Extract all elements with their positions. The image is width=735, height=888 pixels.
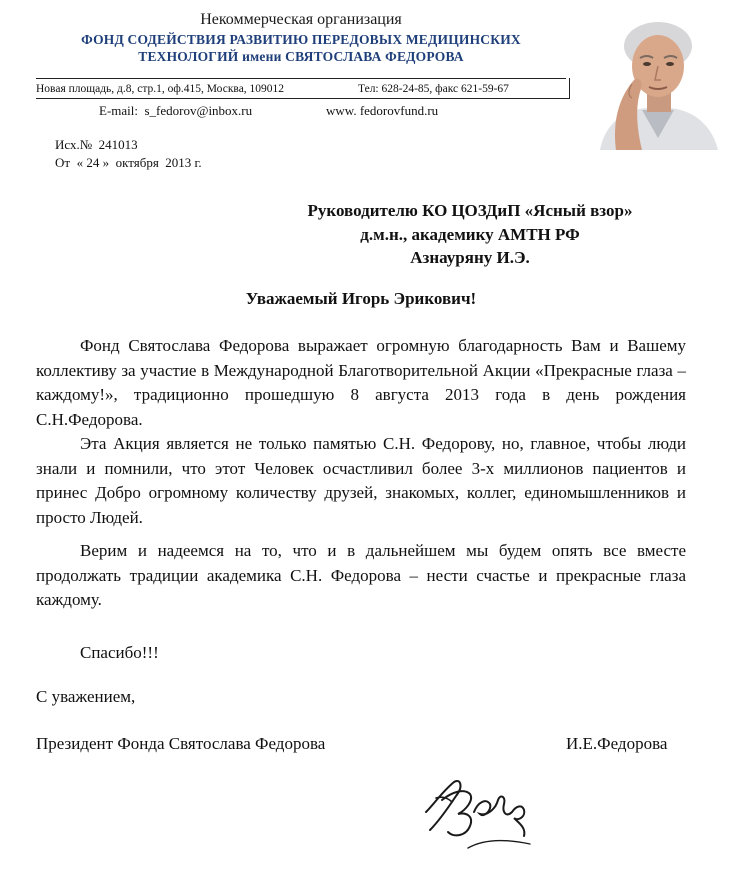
portrait-photo bbox=[592, 10, 724, 150]
body-paragraph-1: Фонд Святослава Федорова выражает огромную благодарность Вам и Вашему коллективу за участие в Международной Благотворительной Акции «Прекрасные глаза – каждому!», традиционно прошедшую 8 августа 2013 года в день рождения С.Н.Федорова. bbox=[36, 336, 686, 429]
addressee-line1: Руководителю КО ЦОЗДиП «Ясный взор» bbox=[307, 201, 633, 220]
handwritten-signature bbox=[412, 752, 542, 862]
fund-address: Новая площадь, д.8, стр.1, оф.415, Москва, 109012 bbox=[36, 83, 285, 95]
org-type: Некоммерческая организация bbox=[200, 11, 402, 28]
outgoing-number: Исх.№ 241013 bbox=[55, 137, 138, 152]
body-paragraph-2: Эта Акция является не только памятью С.Н. Федорову, но, главное, чтобы люди знали и помнили, что этот Человек осчастливил более 3-х миллионов пациентов и принес Добро огромному количеству друзей, знакомых, коллег, единомышленников и просто Людей. bbox=[36, 434, 686, 527]
letter-date: От « 24 » октября 2013 г. bbox=[55, 155, 202, 170]
signer-name: И.Е.Федорова bbox=[566, 734, 668, 753]
greeting: Уважаемый Игорь Эрикович! bbox=[245, 289, 477, 308]
letterhead-divider-vertical bbox=[569, 78, 570, 98]
fund-email: E-mail: s_fedorov@inbox.ru bbox=[99, 103, 253, 118]
addressee-line3: Азнауряну И.Э. bbox=[410, 248, 530, 267]
letterhead-divider-top bbox=[36, 78, 566, 79]
addressee-line2: д.м.н., академику АМТН РФ bbox=[360, 225, 580, 244]
fund-name-line2: ТЕХНОЛОГИЙ имени СВЯТОСЛАВА ФЕДОРОВА bbox=[138, 49, 464, 64]
fund-phone: Тел: 628-24-85, факс 621-59-67 bbox=[358, 83, 509, 95]
thanks-line: Спасибо!!! bbox=[80, 643, 159, 662]
body-paragraph-3: Верим и надеемся на то, что и в дальнейшем мы будем опять все вместе продолжать традиции академика С.Н. Федорова – нести счастье и прекрасные глаза каждому. bbox=[36, 541, 686, 609]
fund-name-line1: ФОНД СОДЕЙСТВИЯ РАЗВИТИЮ ПЕРЕДОВЫХ МЕДИЦИНСКИХ bbox=[81, 32, 521, 47]
fund-website: www. fedorovfund.ru bbox=[326, 103, 439, 118]
signer-title: Президент Фонда Святослава Федорова bbox=[36, 734, 326, 753]
letterhead-divider-bottom bbox=[36, 98, 570, 99]
closing-regards: С уважением, bbox=[36, 687, 136, 706]
